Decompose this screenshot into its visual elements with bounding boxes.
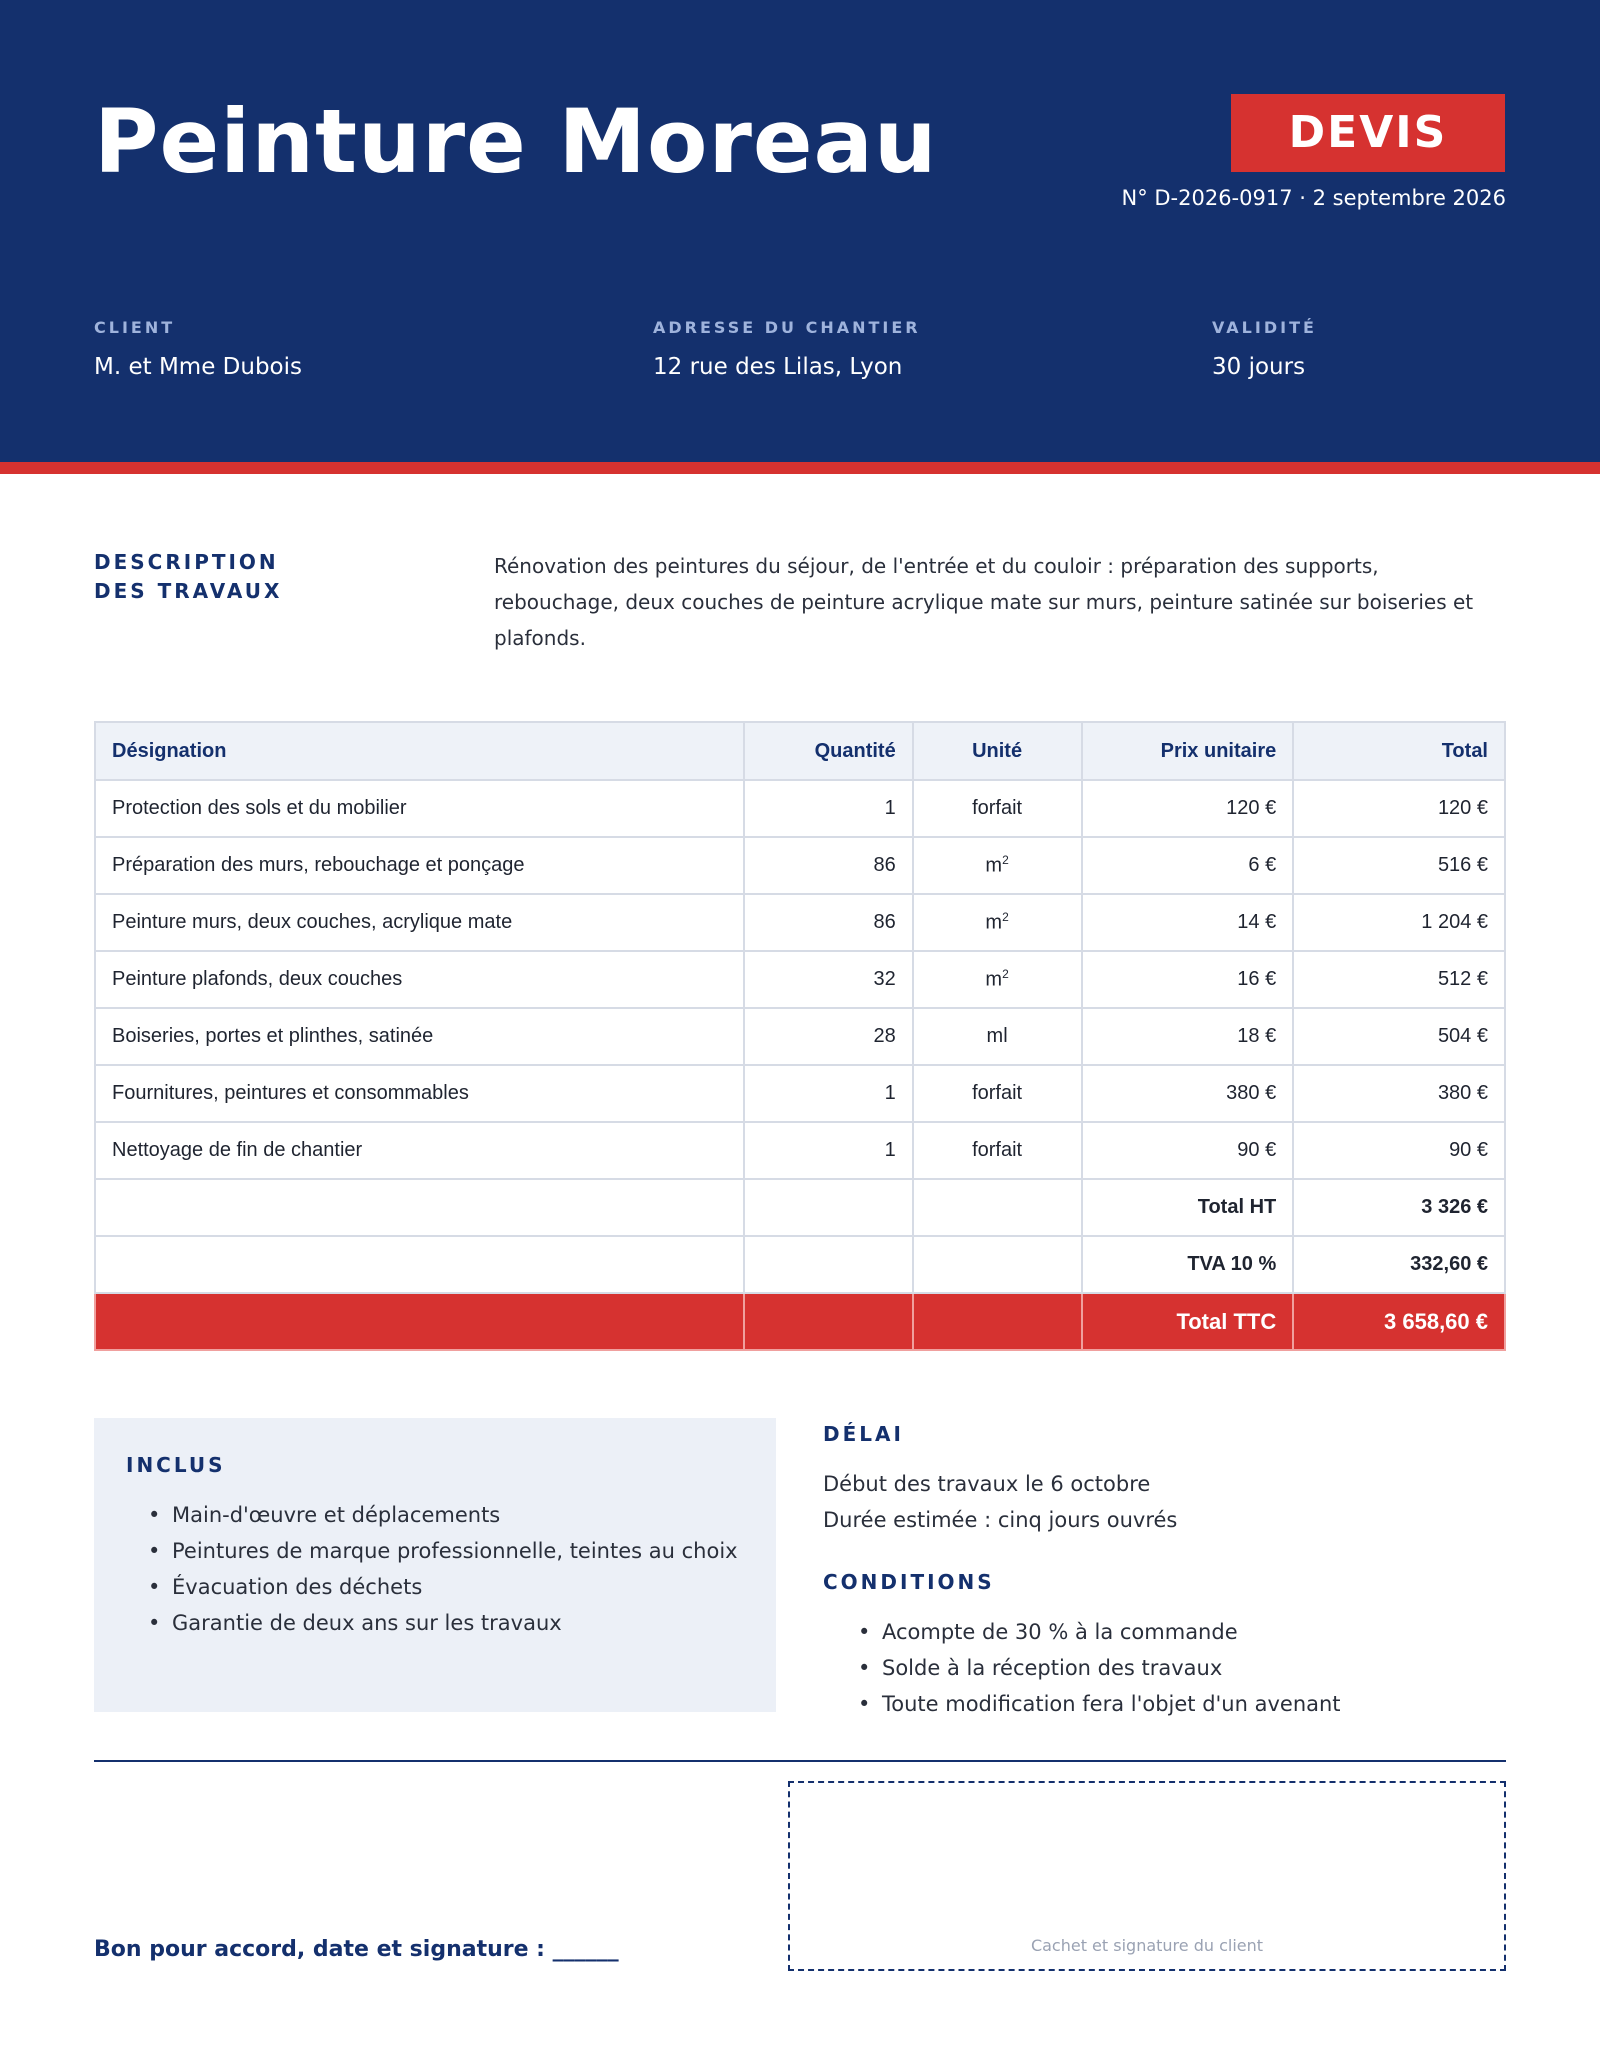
row-quantity: 32 [744,951,913,1008]
header-unit: Unité [913,722,1082,780]
row-unit-price: 6 € [1082,837,1294,894]
row-unit-text: forfait [972,1082,1023,1104]
conditions-list [836,1614,1341,1722]
empty-cell [95,1236,744,1293]
conditions-title: CONDITIONS [823,1570,995,1594]
description-title-line2: DES TRAVAUX [94,579,283,603]
row-unit-text: m [985,968,1003,991]
document-number-date: N° D-2026-0917 · 2 septembre 2026 [1121,186,1506,210]
row-designation: Fournitures, peintures et consommables [95,1065,744,1122]
description-text: Rénovation des peintures du séjour, de l'entrée et du couloir : préparation des supports, rebouchage, deux couches de peinture acrylique mate sur murs, peinture satinée sur boiseries et plafonds. [494,554,1474,650]
delai-text [823,1466,1177,1538]
row-unit-text: m [985,911,1003,934]
row-designation: Préparation des murs, rebouchage et ponçage [95,837,744,894]
list-item: • Toute modification fera l'objet d'un avenant [836,1686,1341,1722]
row-quantity: 1 [744,1122,913,1179]
list-item: • Peintures de marque professionnelle, teintes au choix [126,1533,738,1569]
empty-cell [744,1236,913,1293]
validity-label: VALIDITÉ [1212,318,1317,337]
quote-table [94,721,1506,1351]
company-name: Peinture Moreau [94,90,938,193]
inclus-list [126,1497,738,1641]
row-total: 516 € [1293,837,1505,894]
row-unit [913,1122,1082,1179]
row-quantity: 28 [744,1008,913,1065]
row-unit-price: 14 € [1082,894,1294,951]
row-total: 1 204 € [1293,894,1505,951]
description-title [94,548,282,606]
row-quantity: 86 [744,837,913,894]
total-ttc-row [95,1293,1505,1350]
table-header-row [95,722,1505,780]
description-title-line1: DESCRIPTION [94,550,279,574]
inclus-title: INCLUS [126,1453,226,1477]
row-unit-price: 120 € [1082,780,1294,837]
total-ht-value: 3 326 € [1293,1179,1505,1236]
table-row [95,780,1505,837]
validity-value: 30 jours [1212,354,1306,380]
row-unit [913,837,1082,894]
row-unit-price: 380 € [1082,1065,1294,1122]
site-address-value: 12 rue des Lilas, Lyon [653,354,903,380]
list-item: • Acompte de 30 % à la commande [836,1614,1341,1650]
empty-cell [913,1293,1082,1350]
row-unit-exponent: 2 [1002,910,1009,925]
row-total: 90 € [1293,1122,1505,1179]
row-unit-exponent: 2 [1002,853,1009,868]
row-quantity: 1 [744,780,913,837]
empty-cell [744,1179,913,1236]
delai-title: DÉLAI [823,1422,904,1446]
client-label: CLIENT [94,318,176,337]
empty-cell [913,1179,1082,1236]
row-designation: Nettoyage de fin de chantier [95,1122,744,1179]
total-ht-row [95,1179,1505,1236]
empty-cell [744,1293,913,1350]
header-banner [0,0,1600,462]
row-designation: Peinture plafonds, deux couches [95,951,744,1008]
row-unit-text: m [985,854,1003,877]
empty-cell [95,1293,744,1350]
approval-signature-line: Bon pour accord, date et signature : ______ [94,1937,619,1962]
row-total: 512 € [1293,951,1505,1008]
row-total: 120 € [1293,780,1505,837]
table-row [95,1065,1505,1122]
list-item: • Main-d'œuvre et déplacements [126,1497,738,1533]
table-row [95,837,1505,894]
signature-caption: Cachet et signature du client [1030,1936,1264,1955]
row-unit-price: 90 € [1082,1122,1294,1179]
row-unit [913,1065,1082,1122]
table-row [95,1008,1505,1065]
row-unit [913,951,1082,1008]
header-total: Total [1293,722,1505,780]
table-row [95,1122,1505,1179]
table-row [95,894,1505,951]
row-unit-exponent: 2 [1002,967,1009,982]
row-unit-text: forfait [972,797,1023,819]
total-ttc-label: Total TTC [1082,1293,1294,1350]
header-unit-price: Prix unitaire [1082,722,1294,780]
client-value: M. et Mme Dubois [94,354,302,380]
signature-box[interactable] [788,1781,1506,1971]
row-unit-price: 16 € [1082,951,1294,1008]
header-accent-stripe [0,462,1600,474]
row-unit [913,1008,1082,1065]
row-unit-text: ml [986,1025,1008,1047]
header-designation: Désignation [95,722,744,780]
row-designation: Boiseries, portes et plinthes, satinée [95,1008,744,1065]
site-address-label: ADRESSE DU CHANTIER [653,318,921,337]
delai-duration: Durée estimée : cinq jours ouvrés [823,1508,1178,1532]
header-quantity: Quantité [744,722,913,780]
row-total: 380 € [1293,1065,1505,1122]
tva-label: TVA 10 % [1082,1236,1294,1293]
row-total: 504 € [1293,1008,1505,1065]
empty-cell [913,1236,1082,1293]
total-ttc-value: 3 658,60 € [1293,1293,1505,1350]
row-quantity: 86 [744,894,913,951]
row-designation: Protection des sols et du mobilier [95,780,744,837]
list-item: • Solde à la réception des travaux [836,1650,1341,1686]
empty-cell [95,1179,744,1236]
row-quantity: 1 [744,1065,913,1122]
tva-value: 332,60 € [1293,1236,1505,1293]
table-row [95,951,1505,1008]
tva-row [95,1236,1505,1293]
list-item: • Évacuation des déchets [126,1569,738,1605]
document-type-badge: DEVIS [1231,94,1505,172]
delai-start: Début des travaux le 6 octobre [823,1472,1151,1496]
row-designation: Peinture murs, deux couches, acrylique mate [95,894,744,951]
row-unit-text: forfait [972,1139,1023,1161]
divider [94,1760,1506,1762]
row-unit [913,780,1082,837]
row-unit-price: 18 € [1082,1008,1294,1065]
row-unit [913,894,1082,951]
list-item: • Garantie de deux ans sur les travaux [126,1605,738,1641]
total-ht-label: Total HT [1082,1179,1294,1236]
